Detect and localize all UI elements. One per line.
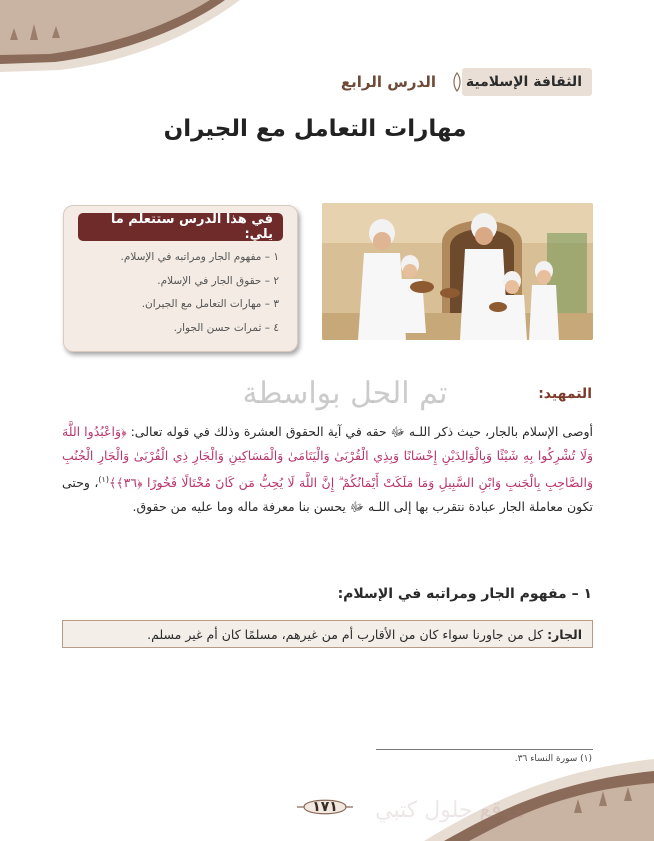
corner-ornament-top [0, 0, 240, 75]
footnote-ref: (١) [98, 475, 109, 484]
objective-item: ١ – مفهوم الجار ومراتبه في الإسلام. [120, 251, 279, 263]
intro-heading: التمهيد: [538, 386, 592, 402]
neighbors-illustration [322, 203, 593, 340]
page-number [296, 794, 354, 820]
intro-paragraph [62, 420, 593, 519]
objectives-heading: في هذا الدرس ستتعلم ما يلي: [78, 213, 283, 241]
watermark: تم الحل بواسطة [242, 376, 448, 411]
footnote-divider [376, 749, 593, 750]
objectives-list [69, 246, 279, 340]
objective-item: ٢ – حقوق الجار في الإسلام. [157, 274, 279, 287]
quran-verse: ﴿وَاعْبُدُوا اللَّهَ وَلَا تُشْرِكُوا بِهِ شَيْئًا وَبِالْوَالِدَيْنِ إِحْسَانًا وَبِذِي الْقُرْبَىٰ وَالْيَتَامَىٰ وَالْمَسَاكِينِ وَالْجَارِ ذِي الْقُرْبَىٰ وَالْجَارِ الْجُنُبِ وَالصَّاحِبِ بِالْجَنبِ وَابْنِ السَّبِيلِ وَمَا مَلَكَتْ أَيْمَانُكُمْ ۗ إِنَّ اللَّهَ لَا يُحِبُّ مَن كَانَ مُخْتَالًا فَخُورًا ﴿٣٦﴾﴾ [62, 424, 593, 491]
footnote: (١) سورة النساء ٣٦. [514, 754, 592, 764]
lesson-title: مهارات التعامل مع الجيران [163, 116, 467, 142]
page-number-text: ١٧١ [312, 799, 338, 815]
intro-text-before: أوصى الإسلام بالجار، حيث ذكر اللـه ﷻ حقه في آية الحقوق العشرة وذلك في قوله تعالى: [126, 424, 593, 439]
definition-text: كل من جاورنا سواء كان من الأقارب أم من غيرهم، مسلمًا كان أم غير مسلم. [147, 626, 544, 642]
objective-item: ٤ – ثمرات حسن الجوار. [173, 321, 279, 334]
subject-tab [462, 68, 592, 96]
intro-text-after: ، وحتى تكون معاملة الجار عبادة نتقرب بها إلى اللـه ﷻ يحسن بنا معرفة ماله وما عليه من حقوق. [62, 475, 593, 515]
ornament-icon [450, 72, 464, 92]
watermark-bottom: موقع حلول كتبي [375, 798, 525, 823]
objective-item: ٣ – مهارات التعامل مع الجيران. [141, 298, 279, 310]
section-heading: ١ – مفهوم الجار ومراتبه في الإسلام: [337, 586, 592, 602]
subject-label: الثقافة الإسلامية [465, 74, 582, 90]
corner-ornament-bottom [424, 751, 654, 841]
definition-term: الجار: [547, 626, 582, 642]
objectives-box [63, 205, 298, 352]
definition-box [62, 620, 593, 648]
lesson-number: الدرس الرابع [340, 73, 436, 91]
